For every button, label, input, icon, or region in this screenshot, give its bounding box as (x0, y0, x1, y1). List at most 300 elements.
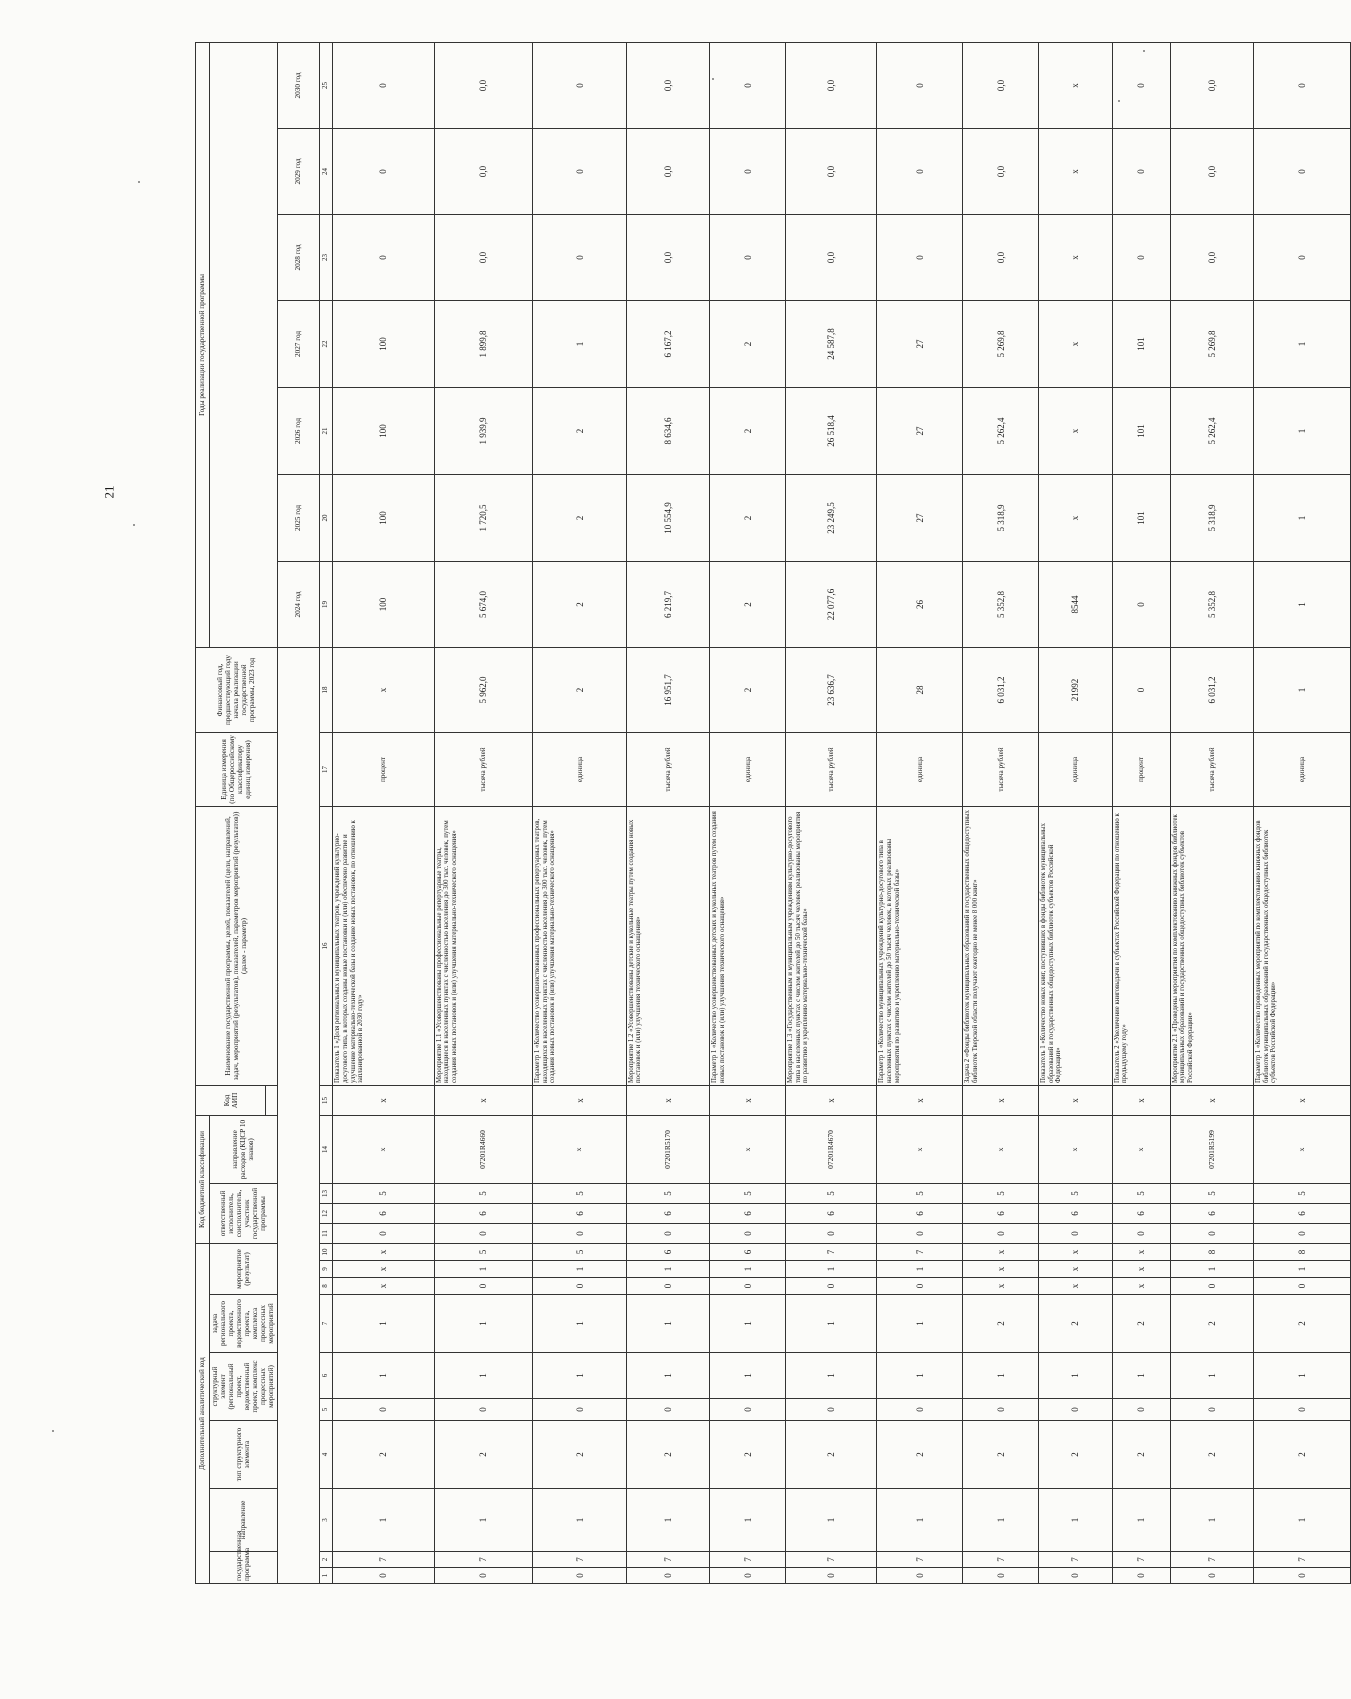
code-cell: 0 (710, 1399, 786, 1421)
year-value-cell: 0 (333, 128, 434, 214)
table-row (434, 42, 533, 1583)
code-cell: 1 (626, 1489, 709, 1552)
scan-speck (52, 1430, 54, 1432)
unit-cell: единица (1254, 732, 1350, 806)
code-cell: 0 (533, 1223, 627, 1243)
code-cell: 2 (963, 1421, 1039, 1489)
code-cell: 1 (626, 1353, 709, 1399)
code-cell: х (1039, 1278, 1112, 1295)
code-cell: х (1039, 1243, 1112, 1260)
code-cell: 07201R4660 (434, 1115, 533, 1183)
code-cell: х (1039, 1115, 1112, 1183)
code-cell: 7 (786, 1243, 877, 1260)
code-cell: 5 (1112, 1183, 1170, 1203)
code-cell: 0 (963, 1399, 1039, 1421)
code-cell: 6 (710, 1243, 786, 1260)
code-cell: 6 (963, 1203, 1039, 1223)
header-name: Наименование государственной программы, целей, показателей (цели, направлений, задач, мероприятий (результатов), показателей, параметров мероприятий (результатов)) (далее - параметр) (196, 806, 278, 1085)
header-struct-type: тип структурного элемента (210, 1421, 278, 1489)
code-cell: 1 (1254, 1261, 1350, 1278)
code-cell: 0 (1254, 1568, 1350, 1584)
year-value-cell: 0 (1112, 128, 1170, 214)
unit-cell: тысяча рублей (963, 732, 1039, 806)
code-cell: 0 (1039, 1399, 1112, 1421)
year-value-cell: 5 674,0 (434, 561, 533, 647)
year-value-cell: 5 262,4 (963, 387, 1039, 474)
year-value-cell: 0,0 (1170, 42, 1253, 128)
parameter-name-cell: Параметр 1 «Количество усовершенствованных профессиональных репертуарных театров, находящихся в населенных пунктах с численностью населения до 300 тыс. человек, путем создания новых постановок и (или) улучшения материально-технического оснащения» (533, 806, 627, 1085)
code-cell: 2 (1254, 1295, 1350, 1353)
code-cell: 1 (333, 1353, 434, 1399)
header-spacer (277, 647, 319, 1583)
code-cell: 0 (786, 1399, 877, 1421)
year-value-cell: 0,0 (434, 214, 533, 300)
code-cell: 6 (1112, 1203, 1170, 1223)
code-cell: 0 (1254, 1278, 1350, 1295)
code-cell: 1 (1039, 1489, 1112, 1552)
year-value-cell: 0,0 (963, 42, 1039, 128)
code-cell: 0 (1254, 1399, 1350, 1421)
value-2023-cell: 2 (710, 647, 786, 732)
code-cell: х (333, 1278, 434, 1295)
header-year-2024: 2024 год (277, 561, 319, 647)
code-cell: 7 (786, 1552, 877, 1568)
code-cell: х (434, 1085, 533, 1115)
code-cell: 6 (626, 1243, 709, 1260)
year-value-cell: х (1039, 128, 1112, 214)
code-cell: 5 (710, 1183, 786, 1203)
code-cell: 0 (626, 1399, 709, 1421)
header-struct-element: структурный элемент (региональный проект, ведомственный проект, комплекс процессных мероприятий) (210, 1353, 278, 1421)
code-cell: 0 (434, 1278, 533, 1295)
code-cell: 0 (1170, 1223, 1253, 1243)
header-budget-code: Код бюджетной классификации (196, 1115, 210, 1243)
scan-speck (1118, 100, 1120, 102)
year-value-cell: 0 (710, 214, 786, 300)
code-cell: 2 (1039, 1421, 1112, 1489)
code-cell: 1 (877, 1353, 963, 1399)
scan-speck (133, 524, 135, 526)
code-cell: х (333, 1085, 434, 1115)
page-number: 21 (101, 485, 117, 499)
column-number: 19 (319, 561, 333, 647)
code-cell: 5 (533, 1183, 627, 1203)
year-value-cell: 27 (877, 300, 963, 387)
code-cell: 5 (963, 1183, 1039, 1203)
code-cell: 1 (434, 1261, 533, 1278)
code-cell: 1 (1170, 1489, 1253, 1552)
code-cell: 0 (963, 1568, 1039, 1584)
unit-cell: процент (1112, 732, 1170, 806)
year-value-cell: 0 (1112, 561, 1170, 647)
code-cell: 2 (963, 1295, 1039, 1353)
code-cell: 6 (1254, 1203, 1350, 1223)
code-cell: х (1112, 1085, 1170, 1115)
parameter-name-cell: Параметр 1 «Количество усовершенствованных детских и кукольных театров путем создания новых постановок и (или) улучшения технического оснащения» (710, 806, 786, 1085)
code-cell: 0 (1254, 1223, 1350, 1243)
code-cell: 5 (434, 1243, 533, 1260)
code-cell: 1 (786, 1353, 877, 1399)
year-value-cell: 2 (533, 474, 627, 561)
code-cell: х (1112, 1115, 1170, 1183)
year-value-cell: 101 (1112, 387, 1170, 474)
code-cell: 2 (1112, 1295, 1170, 1353)
code-cell: 0 (626, 1568, 709, 1584)
code-cell: 1 (1039, 1353, 1112, 1399)
code-cell: 1 (1170, 1261, 1253, 1278)
year-value-cell: 5 269,8 (1170, 300, 1253, 387)
code-cell: 07201R5170 (626, 1115, 709, 1183)
parameter-name-cell: Мероприятие 1.1 «Усовершенствованы профессиональные репертуарные театры, находящиеся в населенных пунктах с численностью населения до 300 тыс. человек, путем создания новых постановок и (или) улучшения материально-технического оснащения» (434, 806, 533, 1085)
header-aip: Код АИП (196, 1085, 266, 1115)
code-cell: 1 (710, 1295, 786, 1353)
header-fin-year: Финансовый год, предшествующий году начала реализации государственной программы, 2023 год (196, 647, 278, 732)
year-value-cell: 100 (333, 300, 434, 387)
code-cell: х (710, 1115, 786, 1183)
year-value-cell: 1 899,8 (434, 300, 533, 387)
code-cell: х (333, 1115, 434, 1183)
code-cell: 1 (786, 1489, 877, 1552)
year-value-cell: 0 (1254, 128, 1350, 214)
code-cell: 6 (533, 1203, 627, 1223)
code-cell: 7 (626, 1552, 709, 1568)
code-cell: 0 (1112, 1399, 1170, 1421)
code-cell: х (1254, 1115, 1350, 1183)
code-cell: 1 (626, 1295, 709, 1353)
table-row (963, 42, 1039, 1583)
year-value-cell: х (1039, 474, 1112, 561)
code-cell: х (963, 1085, 1039, 1115)
code-cell: 1 (333, 1489, 434, 1552)
code-cell: 2 (1170, 1421, 1253, 1489)
year-value-cell: 5 269,8 (963, 300, 1039, 387)
table-row (786, 42, 877, 1583)
year-value-cell: 6 167,2 (626, 300, 709, 387)
code-cell: 2 (1170, 1295, 1253, 1353)
header-expense-dir: направление расходов (КЦСР 10 знаков) (210, 1115, 278, 1183)
code-cell: 0 (1170, 1399, 1253, 1421)
year-value-cell: 0 (333, 214, 434, 300)
code-cell: 2 (333, 1421, 434, 1489)
code-cell: х (533, 1085, 627, 1115)
scan-speck (138, 181, 140, 183)
column-number: 2 (319, 1552, 333, 1568)
code-cell: 0 (434, 1399, 533, 1421)
year-value-cell: 2 (710, 474, 786, 561)
year-value-cell: 0,0 (963, 214, 1039, 300)
code-cell: х (786, 1085, 877, 1115)
column-number: 24 (319, 128, 333, 214)
year-value-cell: 2 (533, 561, 627, 647)
parameter-name-cell: Параметр 1 «Количество проведенных мероприятий по комплектованию книжных фондов библиотек муниципальных образований и государственных общедоступных библиотек субъектов Российской Федерации» (1254, 806, 1350, 1085)
code-cell: 1 (1112, 1353, 1170, 1399)
year-value-cell: х (1039, 300, 1112, 387)
code-cell: 8 (1170, 1243, 1253, 1260)
year-value-cell: 2 (533, 387, 627, 474)
value-2023-cell: 5 962,0 (434, 647, 533, 732)
column-number: 18 (319, 647, 333, 732)
code-cell: 6 (626, 1203, 709, 1223)
unit-cell: тысяча рублей (434, 732, 533, 806)
year-value-cell: 6 219,7 (626, 561, 709, 647)
code-cell: 1 (786, 1261, 877, 1278)
value-2023-cell: 28 (877, 647, 963, 732)
code-cell: 0 (786, 1278, 877, 1295)
column-number: 9 (319, 1261, 333, 1278)
parameter-name-cell: Задача 2 «Фонды библиотек муниципальных образований и государственных общедоступных библиотек Тверской области получают ежегодно не менее 8 000 книг» (963, 806, 1039, 1085)
code-cell: х (1112, 1278, 1170, 1295)
code-cell: 1 (1254, 1353, 1350, 1399)
year-value-cell: 22 077,6 (786, 561, 877, 647)
code-cell: 1 (710, 1353, 786, 1399)
code-cell: 6 (877, 1203, 963, 1223)
value-2023-cell: х (333, 647, 434, 732)
code-cell: 07201R5199 (1170, 1115, 1253, 1183)
code-cell: 2 (434, 1421, 533, 1489)
year-value-cell: 0 (533, 128, 627, 214)
parameter-name-cell: Параметр 1 «Количество муниципальных учреждений культурно-досугового типа в населенных пунктах с числом жителей до 50 тысяч человек, в которых реализованы мероприятия по развитию и укреплению материально-технической базы» (877, 806, 963, 1085)
code-cell: х (533, 1115, 627, 1183)
header-year-2026: 2026 год (277, 387, 319, 474)
column-number: 21 (319, 387, 333, 474)
year-value-cell: х (1039, 214, 1112, 300)
year-value-cell: 0 (1112, 42, 1170, 128)
code-cell: 2 (1039, 1295, 1112, 1353)
year-value-cell: 0 (533, 214, 627, 300)
code-cell: х (1039, 1085, 1112, 1115)
code-cell: 6 (333, 1203, 434, 1223)
code-cell: 7 (533, 1552, 627, 1568)
code-cell: х (710, 1085, 786, 1115)
code-cell: 2 (533, 1421, 627, 1489)
code-cell: х (1170, 1085, 1253, 1115)
year-value-cell: 0 (877, 214, 963, 300)
code-cell: 7 (1254, 1552, 1350, 1568)
header-event: мероприятие (результат) (210, 1243, 278, 1294)
scan-speck (712, 78, 714, 80)
table-row (1039, 42, 1112, 1583)
code-cell: 0 (1039, 1223, 1112, 1243)
code-cell: 6 (1039, 1203, 1112, 1223)
code-cell: 1 (877, 1295, 963, 1353)
header-years-spacer (210, 42, 278, 647)
year-value-cell: 0 (877, 42, 963, 128)
code-cell: 0 (877, 1568, 963, 1584)
code-cell: х (626, 1085, 709, 1115)
code-cell: х (333, 1261, 434, 1278)
code-cell: 0 (1039, 1568, 1112, 1584)
year-value-cell: 0,0 (434, 42, 533, 128)
column-number: 14 (319, 1115, 333, 1183)
table-row (710, 42, 786, 1583)
table-row (333, 42, 434, 1583)
year-value-cell: 5 318,9 (963, 474, 1039, 561)
code-cell: х (963, 1115, 1039, 1183)
code-cell: 6 (1170, 1203, 1253, 1223)
year-value-cell: 100 (333, 474, 434, 561)
header-year-2028: 2028 год (277, 214, 319, 300)
year-value-cell: 26 (877, 561, 963, 647)
code-cell: 1 (786, 1295, 877, 1353)
code-cell: 1 (710, 1489, 786, 1552)
parameter-name-cell: Мероприятие 1.2 «Усовершенствованы детские и кукольные театры путем создания новых постановок и (или) улучшения технического оснащения» (626, 806, 709, 1085)
column-number: 11 (319, 1223, 333, 1243)
year-value-cell: 5 262,4 (1170, 387, 1253, 474)
code-cell: 7 (333, 1552, 434, 1568)
year-value-cell: 100 (333, 387, 434, 474)
header-year-2030: 2030 год (277, 42, 319, 128)
code-cell: 0 (710, 1568, 786, 1584)
code-cell: 1 (533, 1261, 627, 1278)
code-cell: 0 (710, 1278, 786, 1295)
column-number: 25 (319, 42, 333, 128)
code-cell: 0 (877, 1278, 963, 1295)
table-row (877, 42, 963, 1583)
code-cell: 0 (786, 1223, 877, 1243)
year-value-cell: 1 (1254, 561, 1350, 647)
header-years: Годы реализации государственной программы (196, 42, 210, 647)
code-cell: 2 (877, 1421, 963, 1489)
year-value-cell: 0 (1254, 214, 1350, 300)
code-cell: 1 (533, 1295, 627, 1353)
code-cell: 1 (877, 1261, 963, 1278)
rotated-table-wrapper (195, 72, 1331, 1584)
header-additional-code: Дополнительный аналитический код (196, 1243, 210, 1583)
code-cell: 0 (533, 1568, 627, 1584)
column-number: 17 (319, 732, 333, 806)
code-cell: х (963, 1278, 1039, 1295)
year-value-cell: х (1039, 387, 1112, 474)
code-cell: 5 (877, 1183, 963, 1203)
year-value-cell: 0 (1254, 42, 1350, 128)
column-number: 5 (319, 1399, 333, 1421)
value-2023-cell: 21992 (1039, 647, 1112, 732)
value-2023-cell: 2 (533, 647, 627, 732)
code-cell: 1 (963, 1353, 1039, 1399)
code-cell: 07201R4670 (786, 1115, 877, 1183)
code-cell: 1 (626, 1261, 709, 1278)
code-cell: 2 (786, 1421, 877, 1489)
header-direction: направление (210, 1489, 278, 1552)
column-number: 8 (319, 1278, 333, 1295)
year-value-cell: 101 (1112, 300, 1170, 387)
value-2023-cell: 1 (1254, 647, 1350, 732)
year-value-cell: 5 352,8 (963, 561, 1039, 647)
unit-cell: единица (877, 732, 963, 806)
column-number: 23 (319, 214, 333, 300)
year-value-cell: 0 (710, 42, 786, 128)
year-value-cell: 1 (533, 300, 627, 387)
code-cell: 0 (434, 1568, 533, 1584)
code-cell: х (1112, 1243, 1170, 1260)
unit-cell: единица (710, 732, 786, 806)
value-2023-cell: 6 031,2 (1170, 647, 1253, 732)
code-cell: 0 (786, 1568, 877, 1584)
header-aip-spacer (266, 1085, 277, 1115)
code-cell: 0 (333, 1568, 434, 1584)
code-cell: 2 (626, 1421, 709, 1489)
code-cell: 0 (1170, 1278, 1253, 1295)
code-cell: х (877, 1115, 963, 1183)
year-value-cell: 2 (710, 561, 786, 647)
code-cell: 0 (1112, 1568, 1170, 1584)
code-cell: 6 (786, 1203, 877, 1223)
column-number: 3 (319, 1489, 333, 1552)
year-value-cell: 23 249,5 (786, 474, 877, 561)
code-cell: 1 (533, 1489, 627, 1552)
header-task: задача регионального проекта, ведомственного проекта, комплекса процессных мероприятий (210, 1295, 278, 1353)
column-number: 12 (319, 1203, 333, 1223)
code-cell: 0 (963, 1223, 1039, 1243)
year-value-cell: 0,0 (626, 42, 709, 128)
code-cell: 7 (1112, 1552, 1170, 1568)
parameter-name-cell: Показатель 1 «Доля региональных и муниципальных театров, учреждений культурно-досугового типа, в которых созданы новые постановки и (или) обеспечено развитие и улучшение материально-технической базы и создание новых постановок, по отношению к запланированной в 2030 году» (333, 806, 434, 1085)
code-cell: 7 (1039, 1552, 1112, 1568)
code-cell: 6 (710, 1203, 786, 1223)
code-cell: 1 (533, 1353, 627, 1399)
header-responsible: ответственный исполнитель, соисполнитель, участник государственной программы (210, 1183, 278, 1243)
column-number: 4 (319, 1421, 333, 1489)
year-value-cell: 26 518,4 (786, 387, 877, 474)
unit-cell: процент (333, 732, 434, 806)
code-cell: 7 (877, 1243, 963, 1260)
code-cell: х (963, 1243, 1039, 1260)
year-value-cell: 101 (1112, 474, 1170, 561)
code-cell: 5 (626, 1183, 709, 1203)
year-value-cell: 2 (710, 300, 786, 387)
code-cell: 0 (533, 1278, 627, 1295)
column-number: 7 (319, 1295, 333, 1353)
code-cell: 1 (1254, 1489, 1350, 1552)
year-value-cell: 0,0 (786, 128, 877, 214)
year-value-cell: 0,0 (626, 214, 709, 300)
code-cell: 8 (1254, 1243, 1350, 1260)
year-value-cell: 0 (1112, 214, 1170, 300)
column-number: 6 (319, 1353, 333, 1399)
code-cell: 5 (1039, 1183, 1112, 1203)
code-cell: 0 (1170, 1568, 1253, 1584)
year-value-cell: 0,0 (434, 128, 533, 214)
scan-speck (1143, 50, 1145, 52)
column-number: 13 (319, 1183, 333, 1203)
code-cell: 5 (786, 1183, 877, 1203)
code-cell: 1 (877, 1489, 963, 1552)
year-value-cell: 10 554,9 (626, 474, 709, 561)
code-cell: 7 (963, 1552, 1039, 1568)
year-value-cell: 27 (877, 474, 963, 561)
year-value-cell: 0,0 (626, 128, 709, 214)
year-value-cell: 5 318,9 (1170, 474, 1253, 561)
code-cell: 7 (434, 1552, 533, 1568)
code-cell: 7 (877, 1552, 963, 1568)
code-cell: х (963, 1261, 1039, 1278)
parameter-name-cell: Показатель 2 «Увеличение книговыдачи в субъектах Российской Федерации по отношению к предыдущему году» (1112, 806, 1170, 1085)
code-cell: 0 (533, 1399, 627, 1421)
code-cell: 5 (333, 1183, 434, 1203)
table-row (1112, 42, 1170, 1583)
unit-cell: тысяча рублей (786, 732, 877, 806)
year-value-cell: 8544 (1039, 561, 1112, 647)
code-cell: 2 (710, 1421, 786, 1489)
year-value-cell: 0 (533, 42, 627, 128)
code-cell: х (1112, 1261, 1170, 1278)
year-value-cell: 1 720,5 (434, 474, 533, 561)
code-cell: 7 (1170, 1552, 1253, 1568)
year-value-cell: 0,0 (786, 214, 877, 300)
code-cell: 5 (434, 1183, 533, 1203)
code-cell: 0 (877, 1399, 963, 1421)
year-value-cell: 24 587,8 (786, 300, 877, 387)
